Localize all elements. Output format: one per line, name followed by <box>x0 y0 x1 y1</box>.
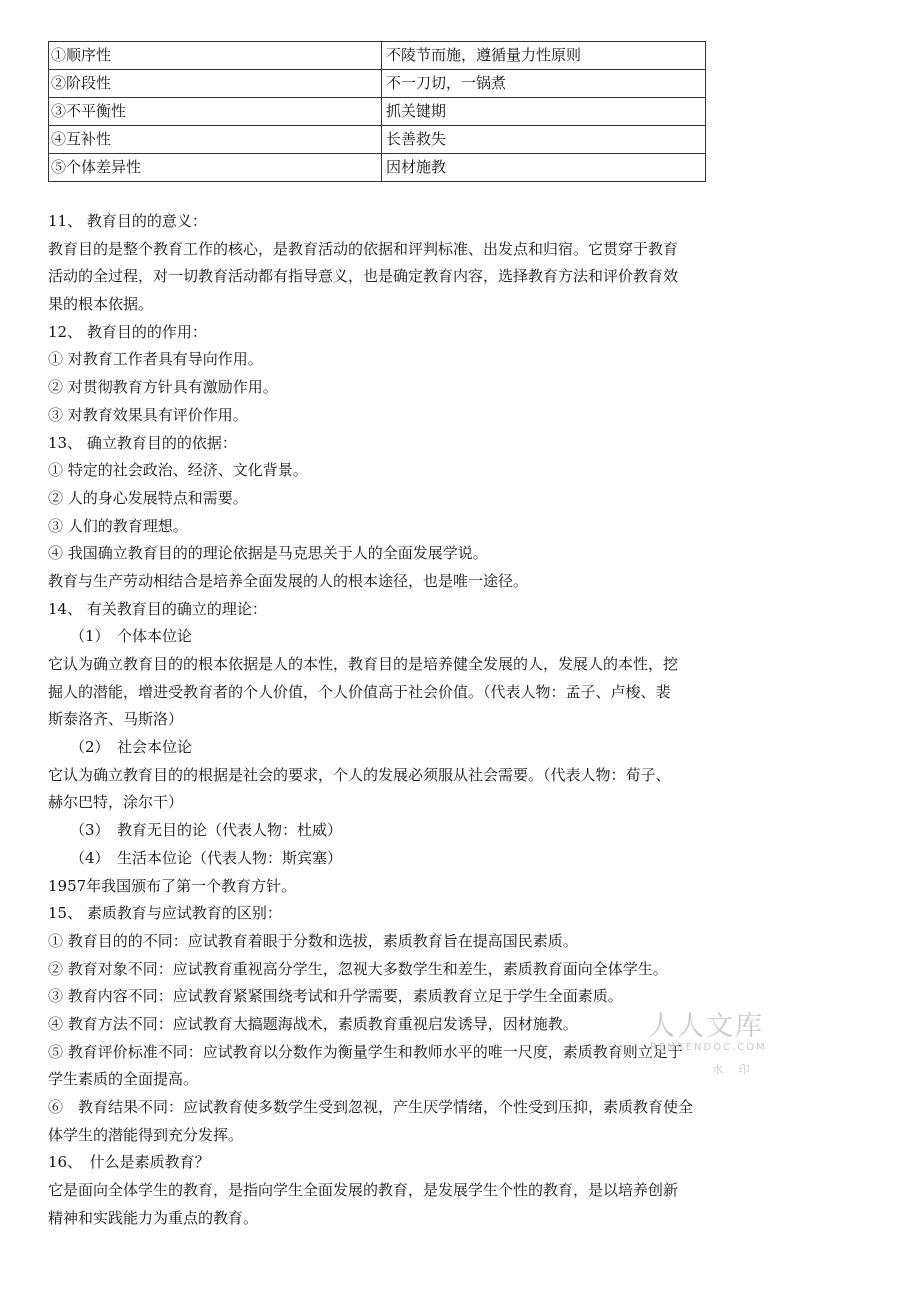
paragraph-line: 掘人的潜能，增进受教育者的个人价值，个人价值高于社会价值。（代表人物：孟子、卢梭、裴 <box>48 682 671 701</box>
list-item: ⑤ 教育评价标准不同：应试教育以分数作为衡量学生和教师水平的唯一尺度，素质教育则立足于 <box>48 1042 683 1061</box>
paragraph-line: 果的根本依据。 <box>48 295 154 314</box>
section-heading: 16、 什么是素质教育？ <box>48 1153 210 1172</box>
paragraph-line: 学生素质的全面提高。 <box>48 1070 199 1089</box>
section-heading: 13、 确立教育目的的依据： <box>48 433 237 452</box>
table-cell: 不一刀切，一锅煮 <box>382 70 706 98</box>
table-row <box>49 98 706 126</box>
table-cell: ③不平衡性 <box>49 98 382 126</box>
table-cell: ⑤个体差异性 <box>49 154 382 182</box>
table-cell: 因材施教 <box>382 154 706 182</box>
section-heading: 14、 有关教育目的确立的理论： <box>48 599 267 618</box>
list-item: ⑥ 教育结果不同：应试教育使多数学生受到忽视，产生厌学情绪，个性受到压抑，素质教育使全 <box>48 1098 694 1116</box>
list-item: ③ 教育内容不同：应试教育紧紧围绕考试和升学需要，素质教育立足于学生全面素质。 <box>48 987 623 1006</box>
paragraph-line: 斯泰洛齐、马斯洛） <box>48 710 184 729</box>
paragraph-line: 活动的全过程，对一切教育活动都有指导意义，也是确定教育内容，选择教育方法和评价教育效 <box>48 267 679 286</box>
section-heading: 11、 教育目的的意义： <box>48 212 207 230</box>
table-row <box>49 70 706 98</box>
development-properties-table <box>48 41 706 182</box>
watermark-logo-text: 人人文库 <box>648 1011 764 1042</box>
list-item: ① 特定的社会政治、经济、文化背景。 <box>48 461 308 480</box>
table-cell: 不陵节而施，遵循量力性原则 <box>382 42 706 70</box>
table-row <box>49 126 706 154</box>
paragraph-line: 体学生的潜能得到充分发挥。 <box>48 1125 244 1144</box>
paragraph-line: 教育目的是整个教育工作的核心，是教育活动的依据和评判标准、出发点和归宿。它贯穿于教育 <box>48 239 679 258</box>
table-row <box>49 42 706 70</box>
paragraph-line: 赫尔巴特，涂尔干） <box>48 793 184 812</box>
table-cell: 抓关键期 <box>382 98 706 126</box>
sub-heading: （2） 社会本位论 <box>70 738 193 757</box>
table-row <box>49 154 706 182</box>
sub-heading: （3） 教育无目的论（代表人物：杜威） <box>70 821 343 840</box>
list-item: ② 教育对象不同：应试教育重视高分学生，忽视大多数学生和差生，素质教育面向全体学生。 <box>48 959 668 978</box>
watermark-domain: RENRENDOC.COM <box>650 1042 767 1053</box>
paragraph-line: 精神和实践能力为重点的教育。 <box>48 1208 259 1227</box>
sub-heading: （1） 个体本位论 <box>70 627 193 646</box>
list-item: ② 对贯彻教育方针具有激励作用。 <box>48 378 278 397</box>
table-cell: ②阶段性 <box>49 70 382 98</box>
list-item: ① 教育目的的不同：应试教育着眼于分数和选拔，素质教育旨在提高国民素质。 <box>48 931 578 950</box>
section-heading: 12、 教育目的的作用： <box>48 322 207 341</box>
list-item: ④ 我国确立教育目的的理论依据是马克思关于人的全面发展学说。 <box>48 544 488 563</box>
table-cell: 长善救失 <box>382 126 706 154</box>
list-item: ④ 教育方法不同：应试教育大搞题海战术，素质教育重视启发诱导，因材施教。 <box>48 1014 578 1033</box>
list-item: ① 对教育工作者具有导向作用。 <box>48 350 263 369</box>
list-item: ③ 人们的教育理想。 <box>48 516 188 535</box>
paragraph-line: 它认为确立教育目的的根据是社会的要求，个人的发展必须服从社会需要。（代表人物：荀子、 <box>48 765 671 784</box>
list-item: ② 人的身心发展特点和需要。 <box>48 488 248 507</box>
paragraph-line: 它是面向全体学生的教育，是指向学生全面发展的教育，是发展学生个性的教育，是以培养创新 <box>48 1181 679 1200</box>
list-item: ③ 对教育效果具有评价作用。 <box>48 405 248 424</box>
paragraph-line: 1957年我国颁布了第一个教育方针。 <box>48 876 297 895</box>
table-cell: ①顺序性 <box>49 42 382 70</box>
sub-heading: （4） 生活本位论（代表人物：斯宾塞） <box>70 848 343 867</box>
paragraph-line: 它认为确立教育目的的根本依据是人的本性，教育目的是培养健全发展的人，发展人的本性，挖 <box>48 655 679 673</box>
paragraph-line: 教育与生产劳动相结合是培养全面发展的人的根本途径，也是唯一途径。 <box>48 571 529 590</box>
watermark-side-text: 水 印 <box>712 1063 756 1076</box>
section-heading: 15、 素质教育与应试教育的区别： <box>48 904 282 923</box>
table-cell: ④互补性 <box>49 126 382 154</box>
